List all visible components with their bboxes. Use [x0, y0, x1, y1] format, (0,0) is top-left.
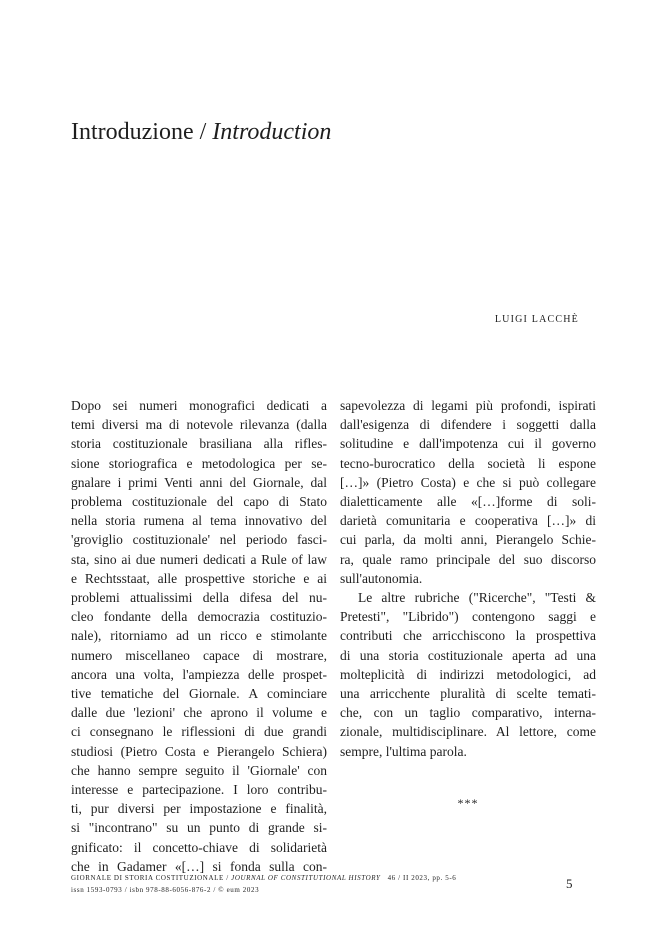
text-line: interesse e partecipazione. I loro contribu- — [71, 782, 327, 798]
text-line: temi diversi ma di notevole rilevanza (dalla — [71, 417, 327, 433]
page-number: 5 — [566, 876, 573, 891]
right-column — [340, 396, 596, 761]
text-line: numero miscellaneo capace di mostrare, — [71, 647, 327, 663]
text-line: […]» (Pietro Costa) e che si può collegare — [340, 474, 596, 490]
text-line: cui parla, da molti anni, Pierangelo Schie- — [340, 532, 596, 548]
text-line: tive tematiche del Giornale. A cominciare — [71, 686, 327, 702]
journal-separator: / — [223, 874, 232, 882]
text-line: ti, pur diversi per impostazione e finalità, — [71, 801, 327, 817]
journal-name-italian: GIORNALE DI STORIA COSTITUZIONALE — [71, 874, 224, 882]
paragraph-2 — [340, 588, 596, 761]
title-english: Introduction — [212, 119, 332, 145]
text-line: nella storia rumena al tema innovativo del — [71, 513, 327, 529]
text-line: molteplicità di indirizzi metodologici, ad — [340, 666, 596, 682]
text-line: Le altre rubriche ("Ricerche", "Testi & — [358, 590, 596, 606]
text-line: studiosi (Pietro Costa e Pierangelo Schiera) — [71, 743, 327, 759]
text-line: contributi che arricchiscono la prospettiva — [340, 628, 596, 644]
text-line: tecno-burocratico della società li espone — [340, 455, 596, 471]
text-line: gnalare i primi Venti anni del Giornale, dal — [71, 474, 327, 490]
issue-info: 46 / II 2023, pp. 5-6 — [387, 874, 457, 882]
text-line: dalle due 'lezioni' che aprono il volume e — [71, 705, 327, 721]
text-line: che in Gadamer «[…] si fonda sulla con- — [71, 858, 327, 874]
text-line: che, con un taglio comparativo, interna- — [340, 705, 596, 721]
text-line: ra, quale ramo principale del suo discorso — [340, 551, 596, 567]
text-line: solitudine e dall'impotenza cui il governo — [340, 436, 596, 452]
text-line: ancora una volta, l'ampiezza delle prospet- — [71, 666, 327, 682]
paragraph-1 — [71, 396, 327, 876]
text-line: Pretesti", "Librido") contengono saggi e — [340, 609, 596, 625]
author-name: LUIGI LACCHÈ — [494, 314, 579, 325]
text-line: problema costituzionale del capo di Stato — [71, 494, 327, 510]
text-line: e Rechtsstaat, alle prospettive storiche e ai — [71, 570, 327, 586]
title-separator: / — [193, 119, 213, 145]
text-line: sull'autonomia. — [340, 570, 423, 586]
paragraph-1-continued — [340, 396, 596, 588]
issn-line: issn 1593-0793 / isbn 978-88-6056-876-2 / © eum 2023 — [71, 886, 260, 894]
text-line: cleo fondante della democrazia costituzio- — [71, 609, 327, 625]
text-line: gnificato: il concetto-chiave di solidarietà — [71, 839, 327, 855]
journal-citation — [71, 872, 456, 884]
text-line: 'groviglio costituzionale' nel periodo fasci- — [71, 532, 327, 548]
text-line: Dopo sei numeri monografici dedicati a — [71, 398, 327, 413]
text-line: dall'esigenza di difendere i soggetti dalla — [340, 417, 596, 433]
journal-name-english: JOURNAL OF CONSTITUTIONAL HISTORY — [231, 874, 381, 882]
text-line: ci consegnano le riflessioni di due grandi — [71, 724, 327, 740]
text-line: sempre, l'ultima parola. — [340, 743, 467, 759]
text-line: zionale, multidisciplinare. Al lettore, come — [340, 724, 596, 740]
text-line: sta, sino ai due numeri dedicati a Rule of law — [71, 551, 327, 567]
text-line: si "incontrano" su un punto di grande si- — [71, 820, 327, 836]
text-line: nale), ritorniamo ad un ricco e stimolante — [71, 628, 327, 644]
text-line: che hanno sempre seguito il 'Giornale' con — [71, 762, 327, 778]
page-footer — [71, 872, 456, 896]
left-column — [71, 396, 327, 876]
text-line: dialetticamente alle «[…]forme di soli- — [340, 494, 596, 510]
text-line: sione storiografica e metodologica per se- — [71, 455, 327, 471]
section-separator: *** — [457, 796, 479, 810]
text-line: problemi attualissimi della difesa del nu- — [71, 590, 327, 606]
text-line: darietà comunitaria e cooperativa […]» di — [340, 513, 596, 529]
page-title — [71, 116, 331, 148]
text-line: una arricchente pluralità di scelte temati- — [340, 686, 596, 702]
text-line: sapevolezza di legami più profondi, ispirati — [340, 398, 596, 413]
title-italian: Introduzione — [71, 119, 194, 145]
text-line: storia costituzionale brasiliana alla rifles- — [71, 436, 327, 452]
text-line: di una storia costituzionale aperta ad una — [340, 647, 596, 663]
